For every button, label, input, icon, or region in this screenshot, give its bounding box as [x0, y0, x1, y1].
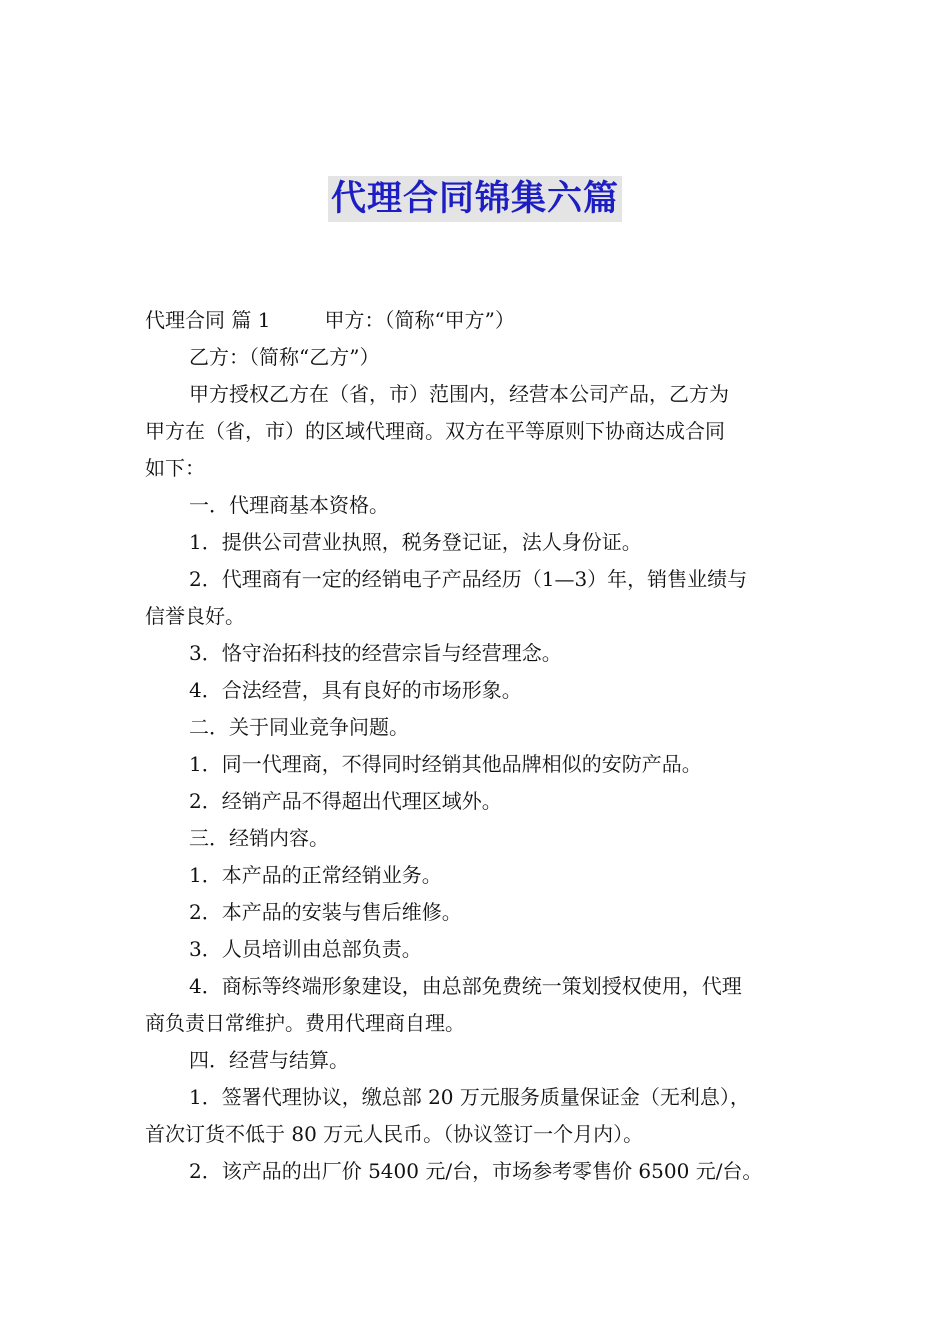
paragraph-line: 4．商标等终端形象建设，由总部免费统一策划授权使用，代理 — [189, 974, 742, 998]
paragraph-line: 乙方：（简称“乙方”） — [189, 345, 380, 369]
paragraph-line: 3．人员培训由总部负责。 — [189, 937, 422, 961]
paragraph-line: 1．签署代理协议，缴总部 20 万元服务质量保证金（无利息）， — [189, 1085, 750, 1109]
document-title: 代理合同锦集六篇 — [328, 176, 622, 222]
party-a-label: 甲方：（简称“甲方”） — [324, 308, 515, 332]
paragraph-line — [145, 302, 825, 339]
paragraph-line: 信誉良好。 — [145, 604, 245, 628]
paragraph-line: 1．同一代理商，不得同时经销其他品牌相似的安防产品。 — [189, 752, 702, 776]
paragraph-line: 2．代理商有一定的经销电子产品经历（1—3）年，销售业绩与 — [189, 567, 748, 591]
paragraph-line: 1．本产品的正常经销业务。 — [189, 863, 442, 887]
document-body — [145, 302, 825, 1190]
paragraph-line: 四．经营与结算。 — [189, 1048, 349, 1072]
paragraph-line: 商负责日常维护。费用代理商自理。 — [145, 1011, 465, 1035]
paragraph-line: 2．本产品的安装与售后维修。 — [189, 900, 462, 924]
paragraph-line: 2．该产品的出厂价 5400 元/台，市场参考零售价 6500 元/台。 — [189, 1159, 763, 1183]
paragraph-line: 甲方在（省，市）的区域代理商。双方在平等原则下协商达成合同 — [145, 419, 725, 443]
paragraph-line: 一．代理商基本资格。 — [189, 493, 389, 517]
paragraph-line: 如下： — [145, 456, 205, 480]
paragraph-line: 三．经销内容。 — [189, 826, 329, 850]
paragraph-line: 4．合法经营，具有良好的市场形象。 — [189, 678, 522, 702]
paragraph-line: 3．恪守治拓科技的经营宗旨与经营理念。 — [189, 641, 562, 665]
paragraph-line: 首次订货不低于 80 万元人民币。（协议签订一个月内）。 — [145, 1122, 644, 1146]
paragraph-line: 甲方授权乙方在（省，市）范围内，经营本公司产品，乙方为 — [189, 382, 729, 406]
title-container — [0, 176, 950, 222]
section-heading: 代理合同 篇 1 — [145, 308, 271, 332]
paragraph-line: 1．提供公司营业执照，税务登记证，法人身份证。 — [189, 530, 642, 554]
paragraph-line: 二．关于同业竞争问题。 — [189, 715, 409, 739]
paragraph-line: 2．经销产品不得超出代理区域外。 — [189, 789, 502, 813]
